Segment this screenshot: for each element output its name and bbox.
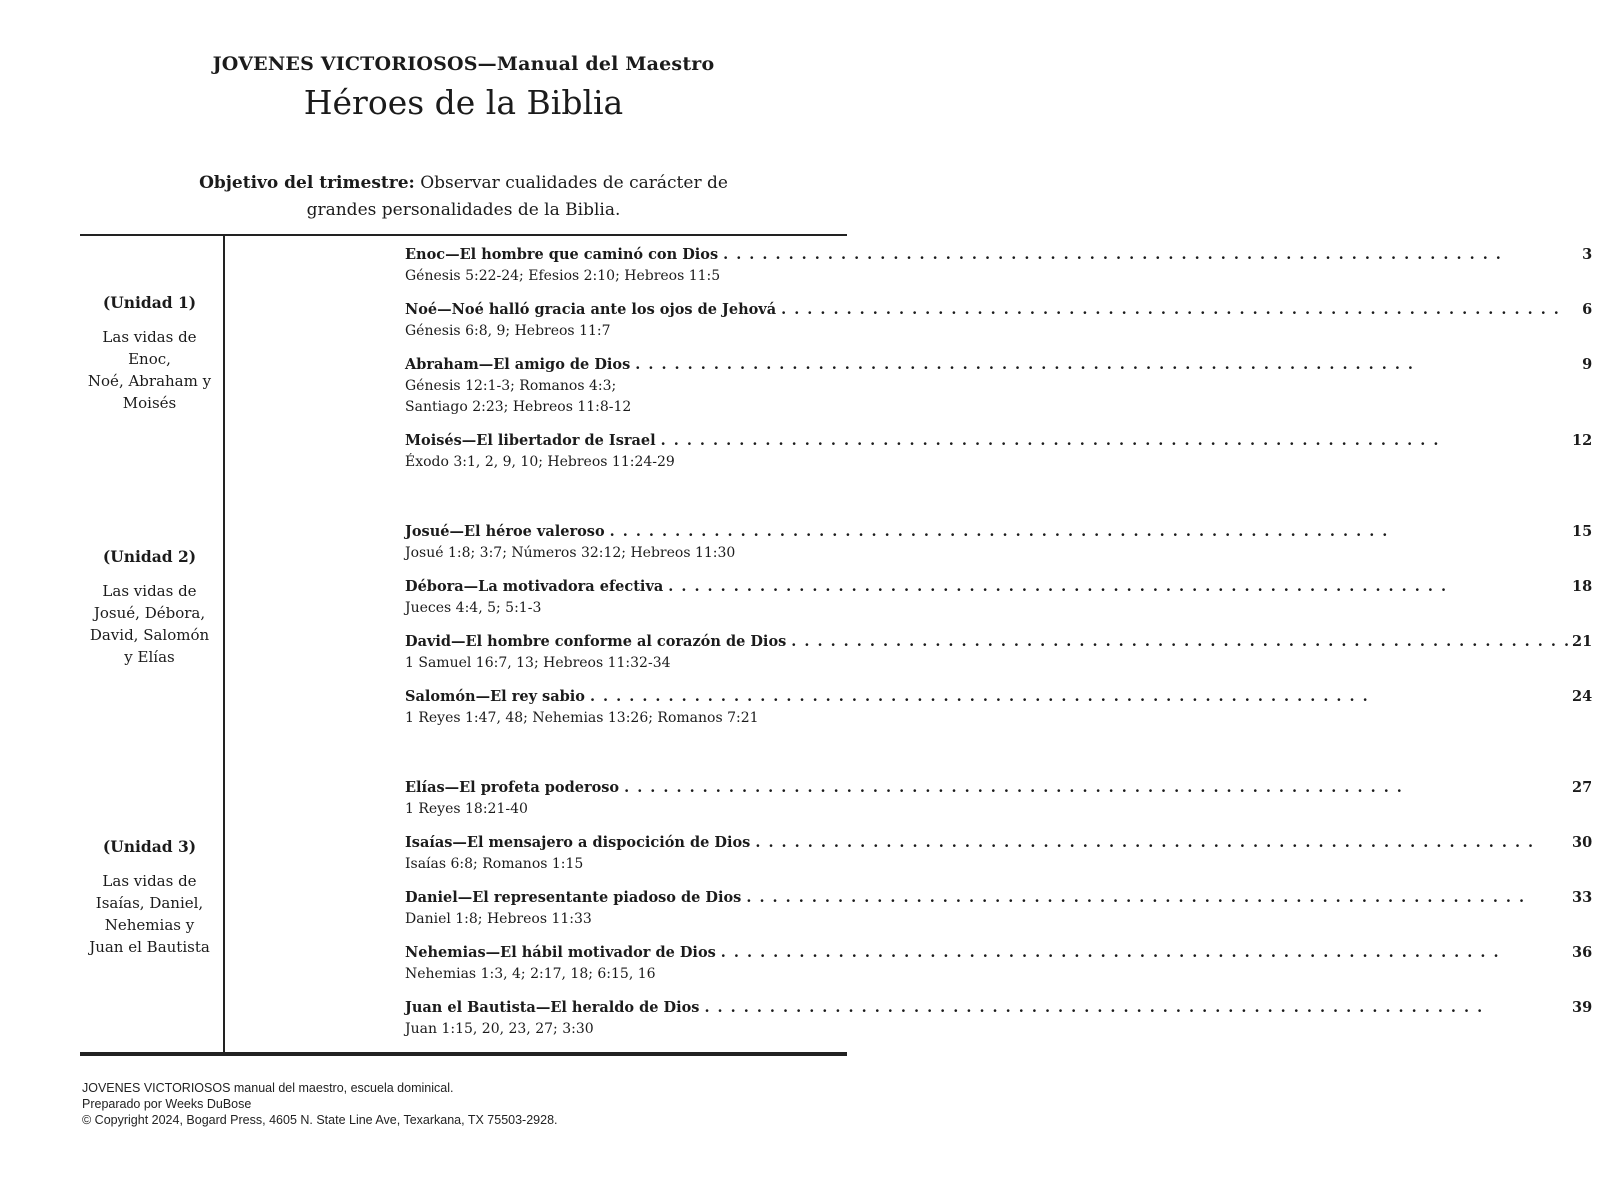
unit-1-label: (Unidad 1)	[102, 293, 197, 312]
toc-page-number: 24	[1572, 688, 1593, 705]
toc-page-number: 18	[1572, 578, 1593, 595]
toc-entry-line	[405, 887, 1592, 909]
objective-text-line-2: grandes personalidades de la Biblia.	[306, 200, 621, 220]
toc-entry-refs	[405, 452, 1592, 473]
toc-page-number: 39	[1572, 999, 1593, 1016]
objective-label: Objetivo del trimestre:	[199, 173, 415, 193]
toc-ref-line: Santiago 2:23; Hebreos 11:8-12	[405, 399, 632, 415]
toc-entry-line	[405, 631, 1592, 653]
toc-entry	[405, 576, 1592, 619]
toc-entry-title: Daniel—El representante piadoso de Dios	[405, 889, 742, 906]
toc-ref-line: Nehemias 1:3, 4; 2:17, 18; 6:15, 16	[405, 966, 656, 982]
toc-page-number: 3	[1582, 246, 1593, 263]
toc-entries-column	[225, 236, 1607, 1052]
toc-entry-refs	[405, 543, 1592, 564]
unit-2-label: (Unidad 2)	[102, 547, 197, 566]
toc-entry-title: Débora—La motivadora efectiva	[405, 578, 664, 595]
toc-entry-line	[405, 299, 1592, 321]
toc-ref-line: 1 Samuel 16:7, 13; Hebreos 11:32-34	[405, 655, 671, 671]
toc-dot-leader	[755, 832, 1569, 854]
toc-entry	[405, 997, 1592, 1040]
unit-description-line: Moisés	[122, 394, 177, 412]
toc-entry	[405, 521, 1592, 564]
toc-entry-title: Juan el Bautista—El heraldo de Dios	[405, 999, 700, 1016]
toc-group	[405, 521, 1592, 729]
toc-entry-line	[405, 942, 1592, 964]
toc-entry-title: Nehemias—El hábil motivador de Dios	[405, 944, 716, 961]
toc-ref-line: Éxodo 3:1, 2, 9, 10; Hebreos 11:24-29	[405, 454, 675, 470]
toc-entry-title: Salomón—El rey sabio	[405, 688, 585, 705]
toc-entry-refs	[405, 708, 1592, 729]
toc-page-number: 6	[1582, 301, 1593, 318]
footer-line: JOVENES VICTORIOSOS manual del maestro, escuela dominical.	[82, 1081, 454, 1095]
toc-dot-leader	[704, 997, 1569, 1019]
toc-entry-line	[405, 244, 1592, 266]
unit-description-line: Noé, Abraham y	[87, 372, 212, 390]
toc-entry-refs	[405, 266, 1592, 287]
toc-entry-line	[405, 576, 1592, 598]
toc-entry-title: Moisés—El libertador de Israel	[405, 432, 656, 449]
toc-entry-refs	[405, 964, 1592, 985]
toc-entry	[405, 686, 1592, 729]
unit-description-line: Las vidas de Enoc,	[102, 328, 197, 368]
toc-entry	[405, 244, 1592, 287]
toc-page-number: 15	[1572, 523, 1593, 540]
toc-entry	[405, 887, 1592, 930]
toc-entry-line	[405, 521, 1592, 543]
toc-ref-line: 1 Reyes 1:47, 48; Nehemias 13:26; Romanos 7:21	[405, 710, 759, 726]
toc-entry-line	[405, 997, 1592, 1019]
toc-entry-line	[405, 832, 1592, 854]
unit-description-line: Nehemias y	[104, 916, 195, 934]
toc-entry-line	[405, 686, 1592, 708]
toc-group	[405, 244, 1592, 473]
toc-entry	[405, 430, 1592, 473]
unit-description-line: Las vidas de	[102, 582, 197, 600]
toc-dot-leader	[723, 244, 1569, 266]
toc-entry-refs	[405, 598, 1592, 619]
toc-ref-line: Jueces 4:4, 5; 5:1-3	[405, 600, 542, 616]
toc-entry-refs	[405, 799, 1592, 820]
unit-block-2	[80, 546, 219, 668]
toc-ref-line: 1 Reyes 18:21-40	[405, 801, 528, 817]
objective-text-line-1: Observar cualidades de carácter de	[420, 173, 728, 193]
toc-entry-refs	[405, 376, 1592, 418]
toc-ref-line: Génesis 12:1-3; Romanos 4:3;	[405, 378, 617, 394]
toc-entry-refs	[405, 909, 1592, 930]
toc-entry	[405, 777, 1592, 820]
toc-page-number: 30	[1572, 834, 1593, 851]
toc-ref-line: Josué 1:8; 3:7; Números 32:12; Hebreos 11:30	[405, 545, 736, 561]
toc-entry-title: Josué—El héroe valeroso	[405, 523, 605, 540]
toc-entry	[405, 299, 1592, 342]
toc-entry-title: Enoc—El hombre que caminó con Dios	[405, 246, 719, 263]
toc-entry-title: Elías—El profeta poderoso	[405, 779, 620, 796]
unit-description-line: Isaías, Daniel,	[95, 894, 204, 912]
page-title: Héroes de la Biblia	[303, 83, 624, 122]
toc-entry-refs	[405, 854, 1592, 875]
page-footer	[82, 1080, 927, 1128]
toc-entry-title: Noé—Noé halló gracia ante los ojos de Jehová	[405, 301, 777, 318]
toc-entry-refs	[405, 653, 1592, 674]
toc-entry-line	[405, 354, 1592, 376]
toc-page-number: 21	[1572, 633, 1593, 650]
toc-entry-title: David—El hombre conforme al corazón de Dios	[405, 633, 787, 650]
toc-dot-leader	[610, 521, 1569, 543]
toc-entry	[405, 942, 1592, 985]
toc-page-number: 9	[1582, 356, 1593, 373]
toc-entry-line	[405, 777, 1592, 799]
toc-dot-leader	[781, 299, 1569, 321]
toc-ref-line: Génesis 6:8, 9; Hebreos 11:7	[405, 323, 611, 339]
toc-ref-line: Daniel 1:8; Hebreos 11:33	[405, 911, 592, 927]
toc-ref-line: Génesis 5:22-24; Efesios 2:10; Hebreos 11:5	[405, 268, 721, 284]
toc-entry-refs	[405, 1019, 1592, 1040]
unit-description-line: Juan el Bautista	[89, 938, 210, 956]
toc-dot-leader	[590, 686, 1569, 708]
toc-ref-line: Isaías 6:8; Romanos 1:15	[405, 856, 584, 872]
unit-2-description	[80, 580, 219, 668]
unit-description-line: Las vidas de	[102, 872, 197, 890]
unit-column	[80, 236, 225, 1052]
toc-dot-leader	[746, 887, 1569, 909]
unit-3-description	[80, 870, 219, 958]
toc-entry-refs	[405, 321, 1592, 342]
unit-block-3	[80, 836, 219, 958]
toc-dot-leader	[661, 430, 1569, 452]
toc-entry	[405, 832, 1592, 875]
toc-dot-leader	[635, 354, 1569, 376]
footer-line: Preparado por Weeks DuBose	[82, 1097, 252, 1111]
toc-ref-line: Juan 1:15, 20, 23, 27; 3:30	[405, 1021, 594, 1037]
toc-page-number: 12	[1572, 432, 1593, 449]
unit-3-label: (Unidad 3)	[102, 837, 197, 856]
footer-line: © Copyright 2024, Bogard Press, 4605 N. State Line Ave, Texarkana, TX 75503-2928.	[82, 1113, 558, 1127]
toc-table	[80, 234, 1593, 1056]
unit-1-description	[80, 326, 219, 414]
toc-dot-leader	[721, 942, 1569, 964]
toc-dot-leader	[668, 576, 1569, 598]
toc-page-number: 36	[1572, 944, 1593, 961]
toc-entry	[405, 354, 1592, 418]
unit-description-line: David, Salomón	[89, 626, 210, 644]
unit-description-line: Josué, Débora,	[93, 604, 206, 622]
toc-dot-leader	[791, 631, 1569, 653]
unit-description-line: y Elías	[124, 648, 175, 666]
toc-entry	[405, 631, 1592, 674]
toc-entry-title: Isaías—El mensajero a dispocición de Dios	[405, 834, 751, 851]
unit-block-1	[80, 292, 219, 414]
toc-page-number: 33	[1572, 889, 1593, 906]
document-header	[0, 0, 927, 224]
toc-page-number: 27	[1572, 779, 1593, 796]
toc-group	[405, 777, 1592, 1040]
toc-dot-leader	[624, 777, 1569, 799]
series-title: JOVENES VICTORIOSOS—Manual del Maestro	[212, 53, 715, 75]
quarter-objective	[0, 170, 927, 224]
toc-entry-title: Abraham—El amigo de Dios	[405, 356, 631, 373]
toc-entry-line	[405, 430, 1592, 452]
